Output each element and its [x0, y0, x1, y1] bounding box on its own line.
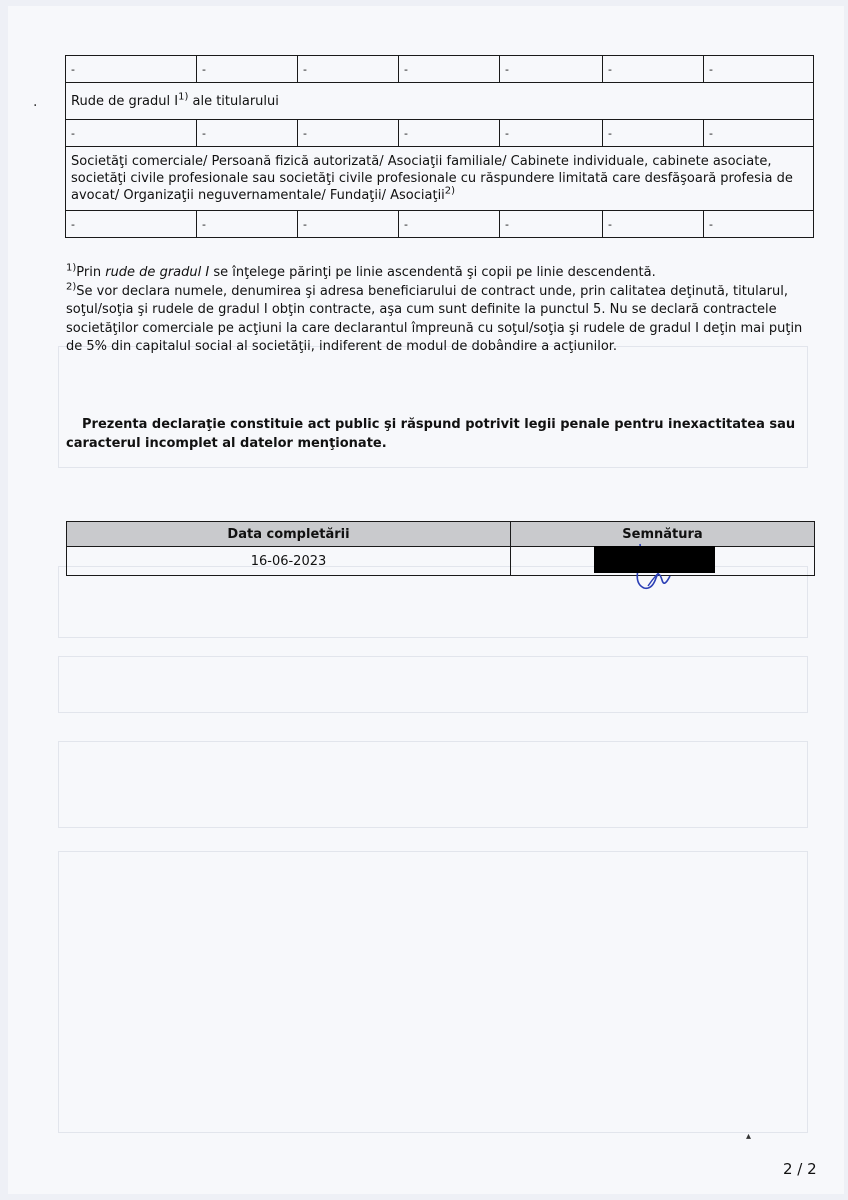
table-cell: - [399, 120, 500, 147]
table-cell: - [500, 211, 603, 238]
table-cell: - [704, 56, 814, 83]
contracts-table [65, 55, 814, 238]
footnote-1-marker: 1) [66, 262, 77, 274]
table-cell: - [399, 56, 500, 83]
table-cell: - [704, 120, 814, 147]
footnote-1-prefix: Prin [76, 265, 106, 280]
table-row [66, 211, 814, 238]
table-cell: - [298, 56, 399, 83]
scan-speck: · [33, 98, 38, 114]
legal-declaration: Prezenta declaraţie constituie act public şi răspund potrivit legii penale pentru inexactitatea sau caracterul incomplet al datelor menţionate. [66, 417, 796, 451]
scan-speck: ▴ [746, 1131, 752, 1142]
footnote-ref-2: 2) [444, 185, 456, 197]
footnote-1-text: se înţelege părinţi pe linie ascendentă şi copii pe linie descendentă. [209, 265, 656, 280]
footnote-ref-1: 1) [178, 91, 189, 103]
bleed-through-region [58, 741, 808, 828]
bleed-through-region [58, 851, 808, 1133]
relatives-label-text: Rude de gradul I [71, 93, 179, 109]
table-cell: - [500, 56, 603, 83]
table-cell: - [298, 120, 399, 147]
table-cell: - [603, 56, 704, 83]
footnote-1-term: rude de gradul I [105, 265, 210, 280]
footnote-2-text: Se vor declara numele, denumirea şi adresa beneficiarului de contract unde, prin calitatea deţinută, titularul, soţul/soţia şi rudele de gradul I obţin contracte, aşa cum sunt definite la punctul 5. Nu se declară contractele societăţilor comerciale pe acţiuni la care declarantul împreună cu soţul/soţia şi rudele de gradul I deţin mai puţin de 5% din capitalul social al societăţii, indiferent de modul de dobândire a acţiunilor. [66, 283, 803, 354]
redaction-box [594, 546, 715, 573]
table-cell: - [66, 211, 197, 238]
signature-header-row [67, 522, 815, 547]
table-cell: - [500, 120, 603, 147]
companies-label-text: Societăţi comerciale/ Persoană fizică autorizată/ Asociaţii familiale/ Cabinete individuale, cabinete asociate, societăţi civile profesionale sau societăţi civile profesionale cu răspundere limitată care desfăşoară profesia de avocat/ Organizaţii neguvernamentale/ Fundaţii/ Asociaţii [71, 154, 793, 203]
table-cell: - [704, 211, 814, 238]
table-cell: - [66, 120, 197, 147]
table-cell: - [603, 211, 704, 238]
table-cell: - [66, 56, 197, 83]
signature-header: Semnătura [511, 522, 815, 547]
bleed-through-region [58, 656, 808, 713]
relatives-section-label [66, 83, 814, 120]
page-number: 2 / 2 [783, 1160, 817, 1178]
date-header: Data completării [67, 522, 511, 547]
table-row [66, 56, 814, 83]
footnote-2 [66, 283, 806, 357]
relatives-label-suffix: ale titularului [188, 93, 279, 109]
footnote-1 [66, 264, 806, 283]
table-cell: - [399, 211, 500, 238]
completion-date: 16-06-2023 [67, 547, 511, 576]
table-cell: - [197, 120, 298, 147]
table-cell: - [197, 56, 298, 83]
footnotes [66, 264, 806, 357]
section-row-companies [66, 147, 814, 211]
table-cell: - [197, 211, 298, 238]
document-page [8, 6, 844, 1194]
companies-section-label [66, 147, 814, 211]
bleed-through-region [58, 566, 808, 638]
table-row [66, 120, 814, 147]
footnote-2-marker: 2) [66, 281, 77, 293]
table-cell: - [603, 120, 704, 147]
section-row-relatives [66, 83, 814, 120]
table-cell: - [298, 211, 399, 238]
